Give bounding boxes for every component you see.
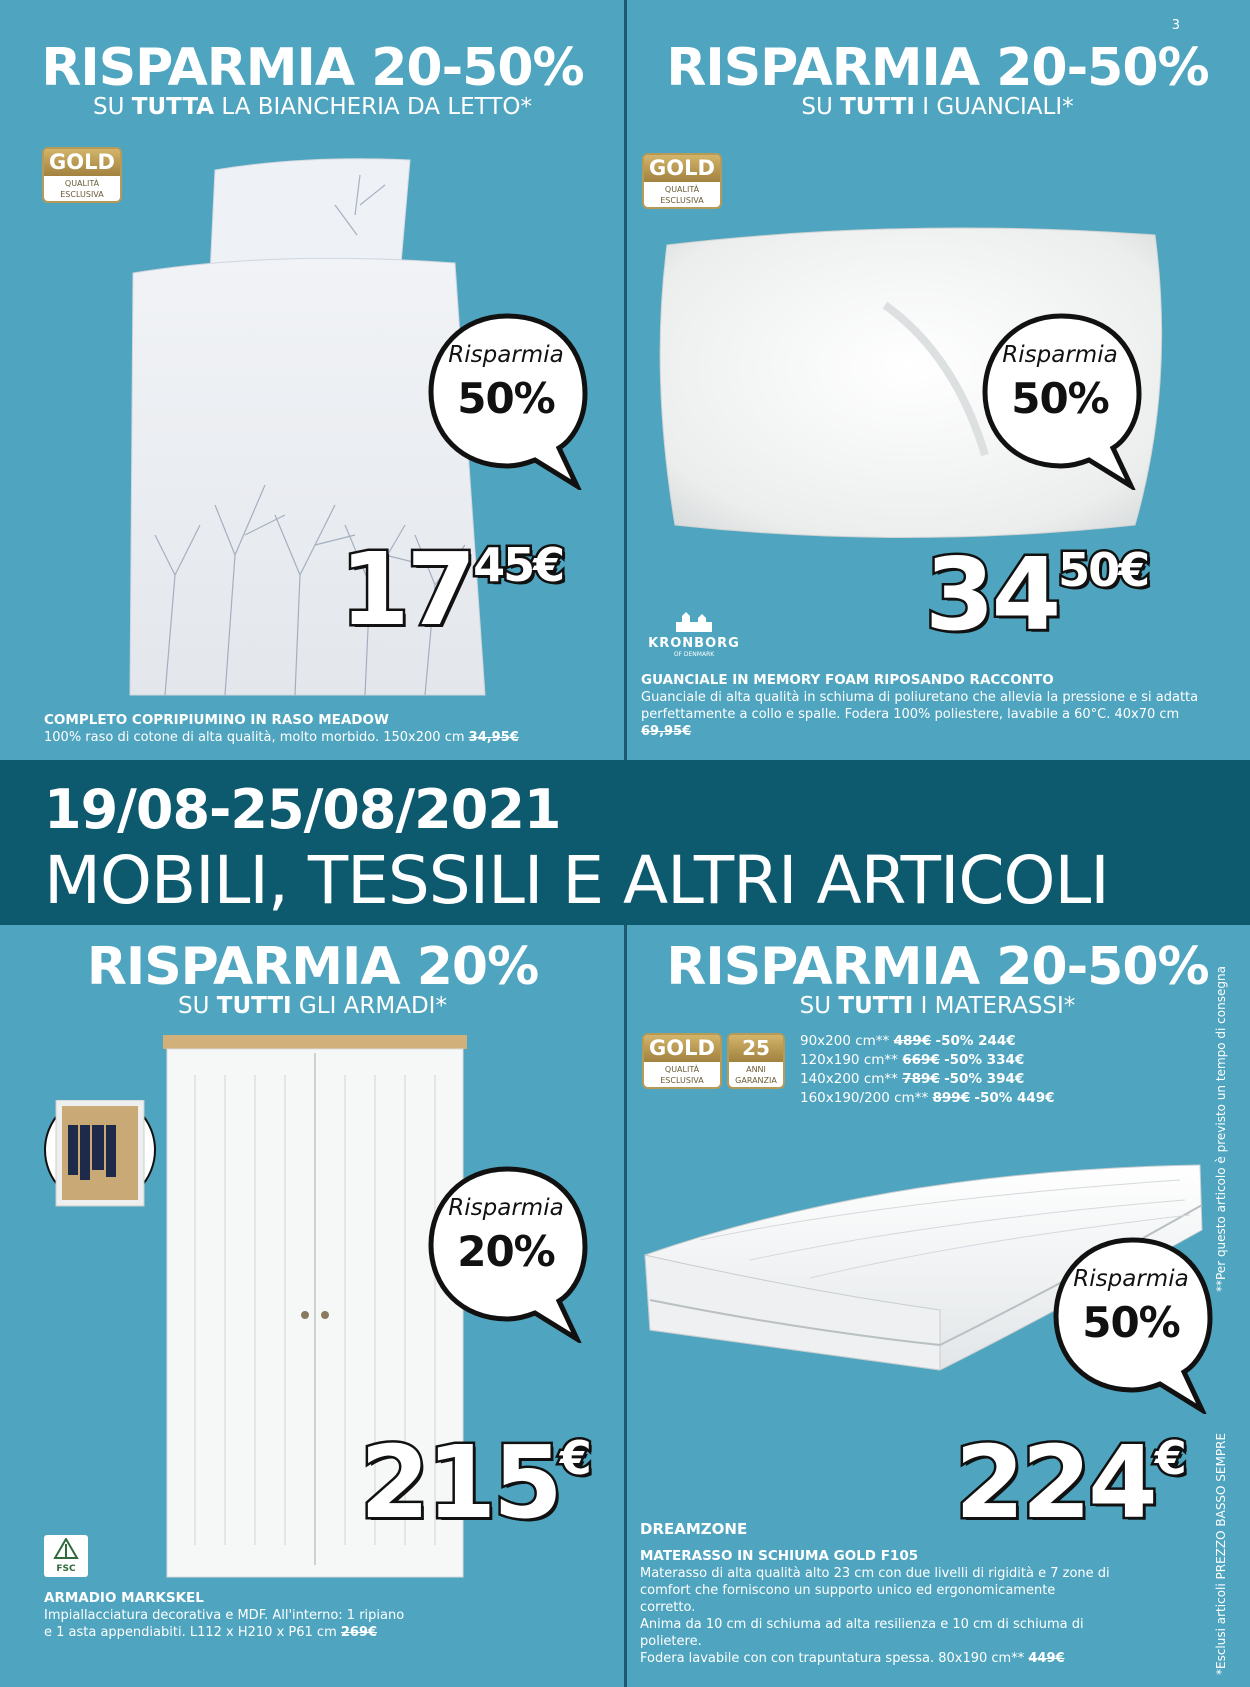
product-details-1: Impiallacciatura decorativa e MDF. All'interno: 1 ripiano [44,1608,405,1623]
product-description [640,1548,1110,1667]
castle-icon [674,610,714,632]
headline-subtitle: SU TUTTI I MATERASSI* [799,993,1076,1019]
size-row: 90x200 cm** 489€ -50% 244€ [800,1033,1016,1049]
headline-title: RISPARMIA 20-50% [666,38,1209,98]
delivery-note: **Per questo articolo è previsto un tempo di consegna [1214,966,1228,1292]
headline-title: RISPARMIA 20-50% [666,937,1209,997]
product-details: Guanciale di alta qualità in schiuma di poliuretano che allevia la pressione e si adatta perfettamente a collo e spalle. Fodera 100% poliestere, lavabile a 60°C. 40x70 cm [641,690,1199,722]
mattress-size-list [800,1032,1055,1108]
size-row: 120x190 cm** 669€ -50% 334€ [800,1052,1025,1068]
price: 224€ [955,1424,1185,1541]
offer-headline [0,38,625,120]
gold-quality-badge: GOLD QUALITÀ ESCLUSIVA [42,147,122,203]
headline-subtitle: SU TUTTI GLI ARMADI* [178,993,447,1019]
product-title: COMPLETO COPRIPIUMINO IN RASO MEADOW [44,712,389,728]
size-row: 160x190/200 cm** 899€ -50% 449€ [800,1090,1055,1106]
offer-pillows [625,0,1250,760]
product-description [44,1590,404,1641]
offer-headline [625,937,1250,1019]
banner-dates: 19/08-25/08/2021 [44,778,561,841]
headline-subtitle: SU TUTTA LA BIANCHERIA DA LETTO* [93,94,532,120]
price: 1745€ [340,531,564,648]
product-details-2: e 1 asta appendiabiti. L112 x H210 x P61 cm [44,1625,337,1640]
savings-bubble: Risparmia 50% [1052,1236,1224,1414]
fsc-logo: FSC [44,1535,88,1577]
product-description [44,712,519,746]
product-details-1: Materasso di alta qualità alto 23 cm con due livelli di rigidità e 7 zone di [640,1566,1110,1581]
tree-icon [53,1538,79,1560]
price: 215€ [360,1424,590,1541]
product-details-2: comfort che forniscono un supporto unico ed ergonomicamente corretto. [640,1583,1056,1615]
product-details-4: Fodera lavabile con con trapuntatura spessa. 80x190 cm** [640,1651,1025,1666]
warranty-badge: 25 ANNI GARANZIA [727,1033,785,1089]
gold-quality-badge: GOLD QUALITÀ ESCLUSIVA [642,153,722,209]
page-number: 3 [1171,18,1180,33]
dreamzone-logo: DREAMZONE [640,1520,748,1538]
product-title: ARMADIO MARKSKEL [44,1590,204,1606]
product-description [641,672,1231,740]
offer-wardrobes [0,925,625,1687]
headline-subtitle: SU TUTTI I GUANCIALI* [801,94,1074,120]
savings-bubble: Risparmia 50% [981,312,1153,490]
savings-bubble: Risparmia 20% [427,1165,599,1343]
offer-headline [0,937,625,1019]
old-price: 34,95€ [468,730,519,745]
kronborg-logo: KRONBORG OF DENMARK [639,610,749,658]
old-price: 449€ [1028,1651,1065,1666]
offer-bed-linen [0,0,625,760]
offer-headline [625,38,1250,120]
headline-title: RISPARMIA 20-50% [41,38,584,98]
date-banner [0,760,1250,925]
savings-bubble: Risparmia 50% [427,312,599,490]
product-details-3: Anima da 10 cm di schiuma ad alta resilienza e 10 cm di schiuma di polietere. [640,1617,1084,1649]
old-price: 269€ [340,1625,378,1640]
headline-title: RISPARMIA 20% [86,937,539,997]
banner-title: MOBILI, TESSILI E ALTRI ARTICOLI [44,842,1109,919]
size-row: 140x200 cm** 789€ -50% 394€ [800,1071,1025,1087]
product-title: GUANCIALE IN MEMORY FOAM RIPOSANDO RACCONTO [641,672,1054,688]
product-title: MATERASSO IN SCHIUMA GOLD F105 [640,1548,919,1564]
product-details: 100% raso di cotone di alta qualità, molto morbido. 150x200 cm [44,730,465,745]
old-price: 69,95€ [641,724,692,739]
gold-quality-badge: GOLD QUALITÀ ESCLUSIVA [642,1033,722,1089]
excluded-note: *Esclusi articoli PREZZO BASSO SEMPRE [1214,1432,1228,1675]
price: 3450€ [925,536,1149,653]
